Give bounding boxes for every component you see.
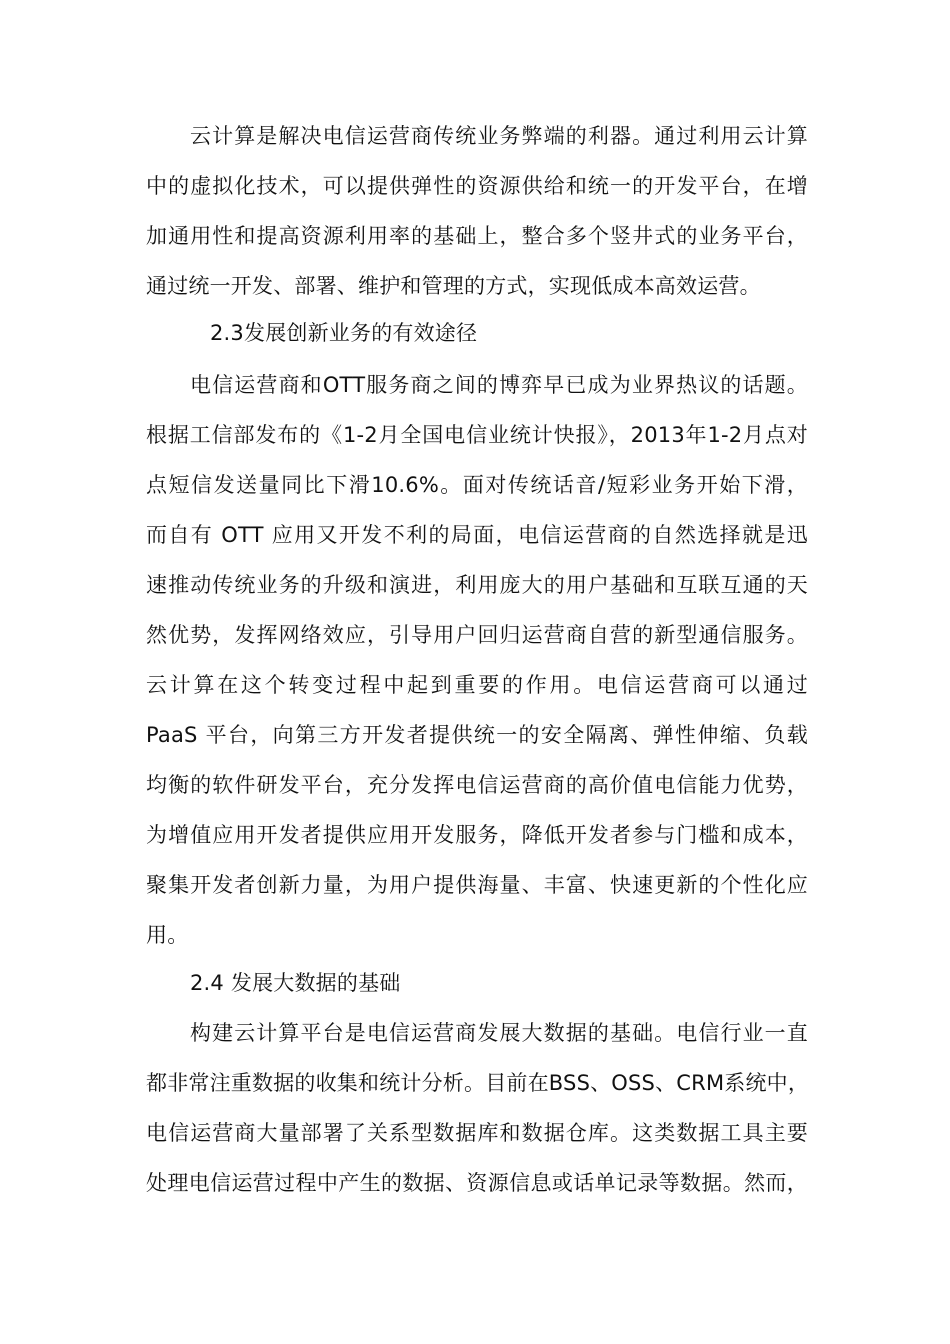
paragraph-2-line-9: 均衡的软件研发平台，充分发挥电信运营商的高价值电信能力优势， [146,773,808,797]
paragraph-2-line-10: 为增值应用开发者提供应用开发服务，降低开发者参与门槛和成本， [146,823,808,847]
paragraph-2-line-3: 点短信发送量同比下滑10.6%。面对传统话音/短彩业务开始下滑， [146,473,808,497]
paragraph-1-line-1: 云计算是解决电信运营商传统业务弊端的利器。通过利用云计算 [190,124,808,148]
paragraph-2-line-6: 然优势，发挥网络效应，引导用户回归运营商自营的新型通信服务。 [146,623,808,647]
paragraph-2-line-4: 而自有 OTT 应用又开发不利的局面，电信运营商的自然选择就是迅 [146,523,808,547]
paragraph-2-line-2: 根据工信部发布的《1-2月全国电信业统计快报》，2013年1-2月点对 [146,423,808,447]
paragraph-2-line-7: 云计算在这个转变过程中起到重要的作用。电信运营商可以通过 [146,673,808,697]
paragraph-1-line-2: 中的虚拟化技术，可以提供弹性的资源供给和统一的开发平台，在增 [146,174,808,198]
paragraph-2-line-1: 电信运营商和OTT服务商之间的博弈早已成为业界热议的话题。 [190,373,808,397]
paragraph-2-line-8: PaaS 平台，向第三方开发者提供统一的安全隔离、弹性伸缩、负载 [146,723,808,747]
paragraph-3-line-3: 电信运营商大量部署了关系型数据库和数据仓库。这类数据工具主要 [146,1121,808,1145]
section-heading-2-3: 2.3发展创新业务的有效途径 [210,321,478,345]
paragraph-2-line-11: 聚集开发者创新力量，为用户提供海量、丰富、快速更新的个性化应 [146,873,808,897]
paragraph-3-line-4: 处理电信运营过程中产生的数据、资源信息或话单记录等数据。然而， [146,1171,808,1195]
section-heading-2-4: 2.4 发展大数据的基础 [190,971,401,995]
paragraph-3-line-2: 都非常注重数据的收集和统计分析。目前在BSS、OSS、CRM系统中， [146,1071,810,1095]
paragraph-2-line-5: 速推动传统业务的升级和演进，利用庞大的用户基础和互联互通的天 [146,573,808,597]
paragraph-1-line-3: 加通用性和提高资源利用率的基础上，整合多个竖井式的业务平台， [146,224,808,248]
paragraph-3-line-1: 构建云计算平台是电信运营商发展大数据的基础。电信行业一直 [190,1021,808,1045]
paragraph-2-line-12: 用。 [146,923,189,947]
paragraph-1-line-4: 通过统一开发、部署、维护和管理的方式，实现低成本高效运营。 [146,274,761,298]
